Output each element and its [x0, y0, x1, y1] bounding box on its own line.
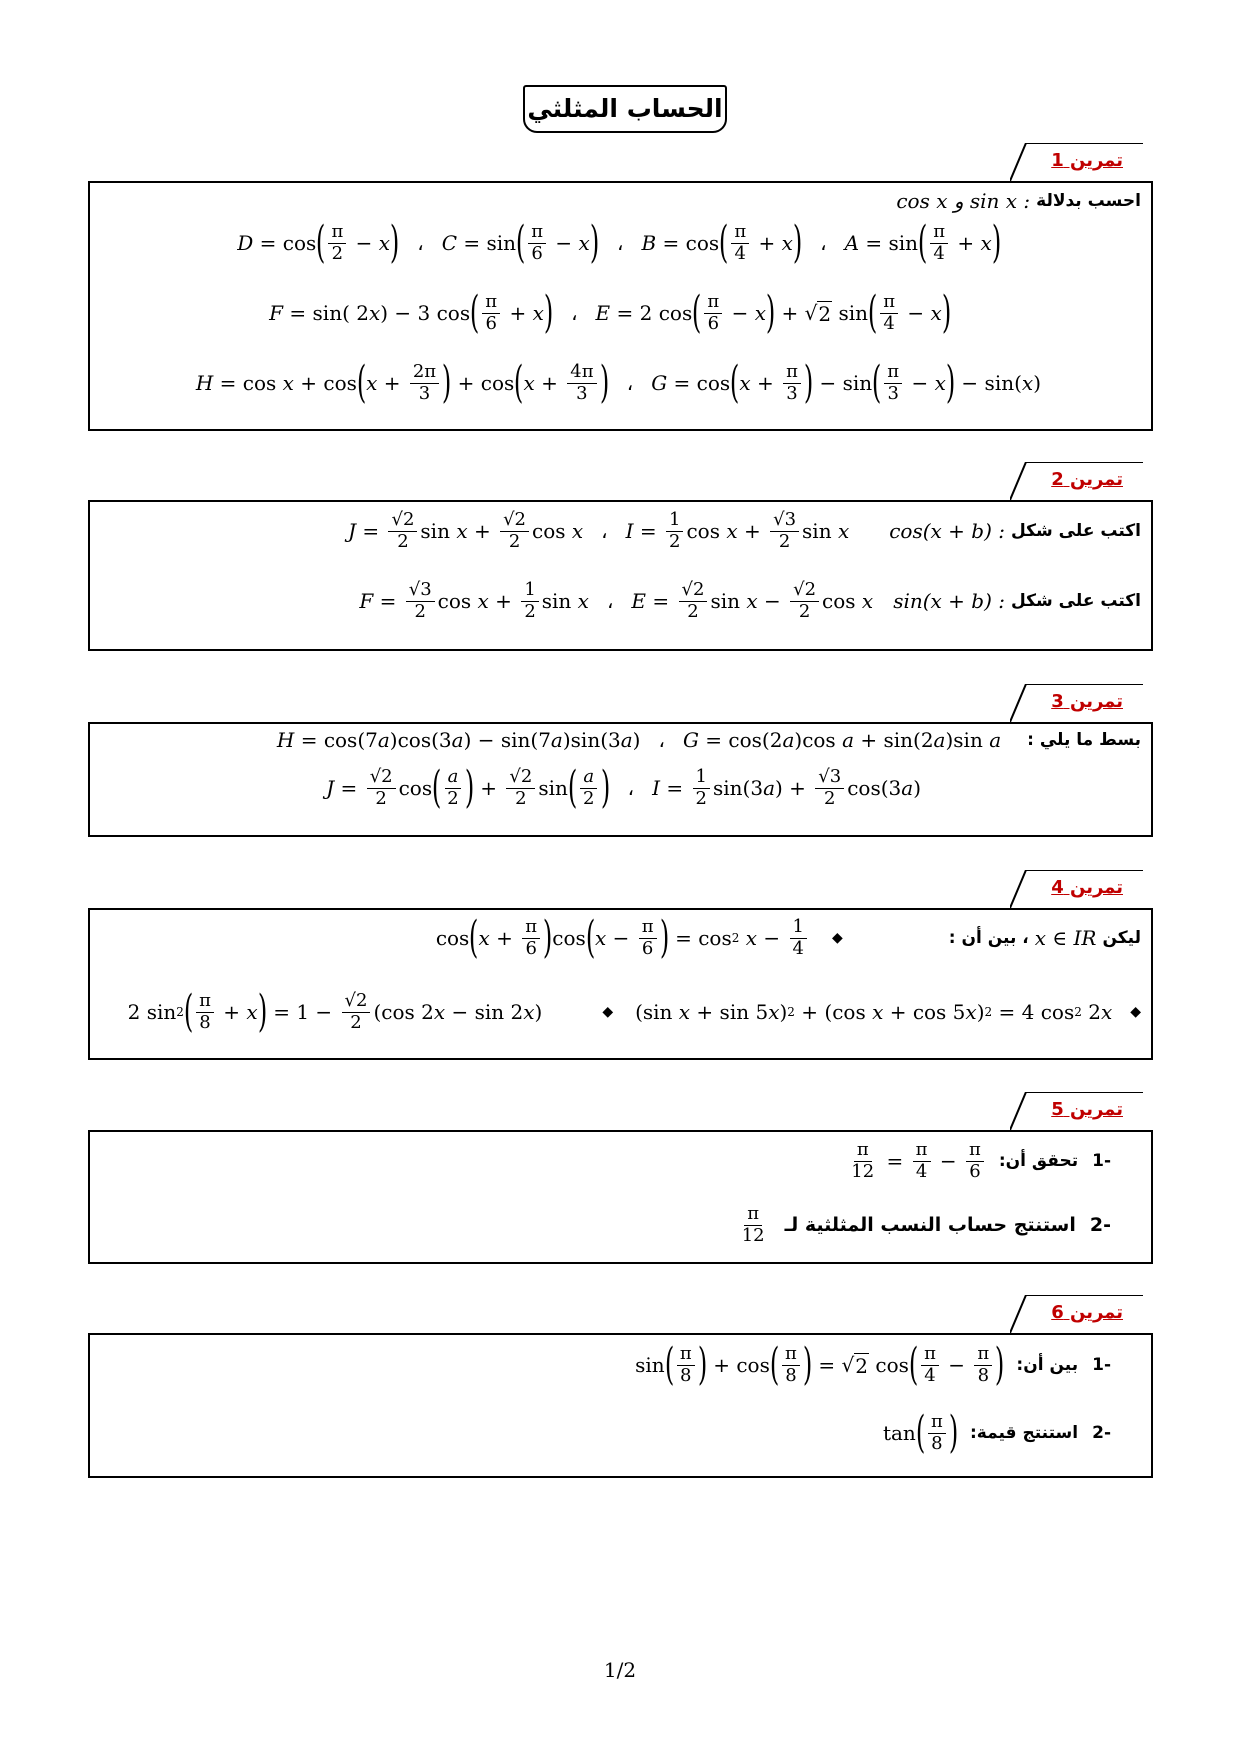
exercise-2-instruction-1: اكتب على شكل [1010, 521, 1141, 542]
expr-4-a: cos ( x + $\frac{\pi}{6}$ ) cos ( x − $\frac{\pi}{6}$ ) = cos 2 x − $\frac{1}{4}$ [436, 916, 810, 960]
exercise-4-lead: ليكن [1102, 928, 1141, 948]
exercise-6-q2 [100, 1407, 1141, 1458]
expr-3-I: I = $\frac{1}{2}$ sin(3 a ) + $\frac{√3}{2}$ cos(3 a ) [652, 765, 921, 809]
exercise-1-instruction-row [100, 189, 1141, 213]
exercise-6-q1 [100, 1339, 1141, 1390]
expr-4-b: (sin x + sin 5 x ) 2 + (cos x + cos 5 x ) 2 = 4 cos 2 2 x [635, 1000, 1113, 1024]
expr-6-q2: tan ( $\frac{\pi}{8}$ ) [882, 1407, 959, 1458]
page-title: الحساب المثلثي [527, 94, 723, 123]
exercise-4-show-that: ، بين أن : [948, 928, 1029, 948]
exercise-1-box [88, 181, 1153, 431]
exercise-1-instruction-vars: cos x و sin x : [896, 189, 1031, 213]
exercise-5-box [88, 1130, 1153, 1264]
expr-H: H = cos x + cos ( x + $\frac{2\pi}{3}$ ) + cos ( x + $\frac{4\pi}{3}$ ) [195, 357, 609, 408]
exercise-4-row-1 [100, 912, 1141, 963]
exercise-4-row-2 [100, 986, 1141, 1037]
exercise-1-row-gh: G = cos ( x + $\frac{\pi}{3}$ ) − sin ( $\frac{\pi}{3}$ − x ) − sin( x ) ، H = cos x + cos ( x + $\frac{2\pi}{3}$ ) + cos ( x + $\frac{4\pi}{3}$ ) [195, 357, 1041, 408]
expr-C: C = sin ( $\frac{\pi}{6}$ − x ) [441, 217, 600, 268]
expr-2-E: E = $\frac{√2}{2}$ sin x − $\frac{√2}{2}$ cos x [631, 579, 874, 622]
exercise-2-tab [1010, 462, 1143, 500]
page-title-frame [523, 85, 727, 133]
expr-2-F: F = $\frac{√3}{2}$ cos x + $\frac{1}{2}$ sin x [359, 579, 589, 622]
expr-5-q2: $\frac{\pi}{12}$ [741, 1203, 765, 1246]
exercise-6-q2-num: -2 [1092, 1423, 1111, 1443]
exercise-5-tab [1010, 1092, 1143, 1130]
expr-B: B = cos ( $\frac{\pi}{4}$ + x ) [641, 217, 803, 268]
exercise-2-row-1: اكتب على شكل cos(x + b) : I = $\frac{1}{2}$ cos x + $\frac{√3}{2}$ sin x ، J = $\frac{√2}{2}$ sin x + $\frac{√2}{2}$ cos x [347, 509, 1141, 552]
expr-3-H: H = cos(7 a )cos(3 a ) − sin(7 a )sin(3 a ) [276, 728, 641, 752]
expr-A: A = sin ( $\frac{\pi}{4}$ + x ) [844, 217, 1002, 268]
bullet-diamond-icon: ◆ [602, 1004, 614, 1020]
exercise-4-lead-var: x ∈ IR [1034, 926, 1097, 950]
exercise-4-box [88, 908, 1153, 1060]
expr-D: D = cos ( $\frac{\pi}{2}$ − x ) [237, 217, 400, 268]
exercise-5-q2-text: استنتج حساب النسب المثلثية لـ [784, 1214, 1076, 1237]
exercise-2-form-1: cos(x + b) : [889, 519, 1005, 544]
exercise-1-instruction: احسب بدلالة [1036, 191, 1141, 211]
exercise-4-label: تمرين 4 [1051, 877, 1123, 898]
expr-2-I: I = $\frac{1}{2}$ cos x + $\frac{√3}{2}$ sin x [625, 509, 850, 552]
bullet-diamond-icon: ◆ [831, 930, 843, 946]
exercise-1-row-ef: E = 2 cos ( $\frac{\pi}{6}$ − x ) + √ 2 sin ( $\frac{\pi}{4}$ − x ) ، F = sin( 2 x ) − 3 cos ( $\frac{\pi}{6}$ + x ) [269, 287, 952, 338]
exercise-6-tab [1010, 1295, 1143, 1333]
expr-4-c: 2 sin 2 ( $\frac{\pi}{8}$ + x ) = 1 − $\frac{√2}{2}$ (cos 2 x − sin 2 x ) [127, 986, 543, 1037]
expr-E: E = 2 cos ( $\frac{\pi}{6}$ − x ) + √ 2 sin ( $\frac{\pi}{4}$ − x ) [595, 287, 952, 338]
page-number: 1/2 [603, 1658, 637, 1682]
expr-5-q1: $\frac{\pi}{12}$ = $\frac{\pi}{4}$ − $\frac{\pi}{6}$ [845, 1140, 987, 1182]
expr-3-J: J = $\frac{√2}{2}$ cos ( $\frac{a}{2}$ ) + $\frac{√2}{2}$ sin ( $\frac{a}{2}$ ) [326, 762, 610, 813]
exercise-2-box [88, 500, 1153, 651]
expr-3-G: G = cos(2 a )cos a + sin(2 a )sin a [682, 728, 1002, 752]
expr-6-q1: sin ( $\frac{\pi}{8}$ ) + cos ( $\frac{\pi}{8}$ ) = √ 2 cos ( $\frac{\pi}{4}$ − $\frac{\pi}{8}$ ) [635, 1339, 1005, 1390]
expr-2-J: J = $\frac{√2}{2}$ sin x + $\frac{√2}{2}$ cos x [347, 509, 584, 552]
exercise-5-q1-num: -1 [1092, 1151, 1111, 1172]
exercise-5-q1 [100, 1140, 1141, 1182]
exercise-2-form-2: sin(x + b) : [893, 589, 1005, 614]
exercise-3-instruction: بسط ما يلي : [1027, 730, 1141, 750]
exercise-5-q2 [100, 1204, 1141, 1246]
exercise-1-label: تمرين 1 [1051, 150, 1123, 171]
exercise-4-tab [1010, 870, 1143, 908]
exercise-3-row-2: I = $\frac{1}{2}$ sin(3 a ) + $\frac{√3}{2}$ cos(3 a ) ، J = $\frac{√2}{2}$ cos ( $\frac{a}{2}$ ) + $\frac{√2}{2}$ sin ( $\frac{a}{2}$ ) [326, 762, 921, 813]
expr-G: G = cos ( x + $\frac{\pi}{3}$ ) − sin ( $\frac{\pi}{3}$ − x ) − sin( x ) [651, 357, 1041, 408]
exercise-2-label: تمرين 2 [1051, 469, 1123, 490]
exercise-5-label: تمرين 5 [1051, 1099, 1123, 1120]
exercise-3-tab [1010, 684, 1143, 722]
exercise-3-label: تمرين 3 [1051, 691, 1123, 712]
exercise-2-row-2: اكتب على شكل sin(x + b) : E = $\frac{√2}{2}$ sin x − $\frac{√2}{2}$ cos x ، F = $\frac{√3}{2}$ cos x + $\frac{1}{2}$ sin x [359, 579, 1141, 622]
exercise-6-q1-num: -1 [1092, 1355, 1111, 1375]
exercise-3-row-1: بسط ما يلي : G = cos(2 a )cos a + sin(2 a )sin a ، H = cos(7 a )cos(3 a ) − sin(7 a )sin(3 a ) [276, 728, 1141, 752]
exercise-1-tab [1010, 143, 1143, 181]
bullet-diamond-icon: ◆ [1130, 1004, 1141, 1020]
exercise-5-q1-text: تحقق أن: [998, 1151, 1079, 1172]
exercise-6-q1-text: بين أن: [1016, 1355, 1079, 1375]
exercise-6-label: تمرين 6 [1051, 1302, 1123, 1323]
expr-F: F = sin( 2 x ) − 3 cos ( $\frac{\pi}{6}$ + x ) [269, 287, 554, 338]
exercise-1-row-abcd: A = sin ( $\frac{\pi}{4}$ + x ) ، B = cos ( $\frac{\pi}{4}$ + x ) ، C = sin ( $\frac{\pi}{6}$ − x ) ، D = cos ( $\frac{\pi}{2}$ − x ) [237, 217, 1002, 268]
exercise-6-box [88, 1333, 1153, 1478]
exercise-6-q2-text: استنتج قيمة: [969, 1423, 1079, 1443]
exercise-2-instruction-2: اكتب على شكل [1010, 591, 1141, 612]
exercise-3-box [88, 722, 1153, 837]
exercise-5-q2-num: -2 [1089, 1214, 1111, 1237]
